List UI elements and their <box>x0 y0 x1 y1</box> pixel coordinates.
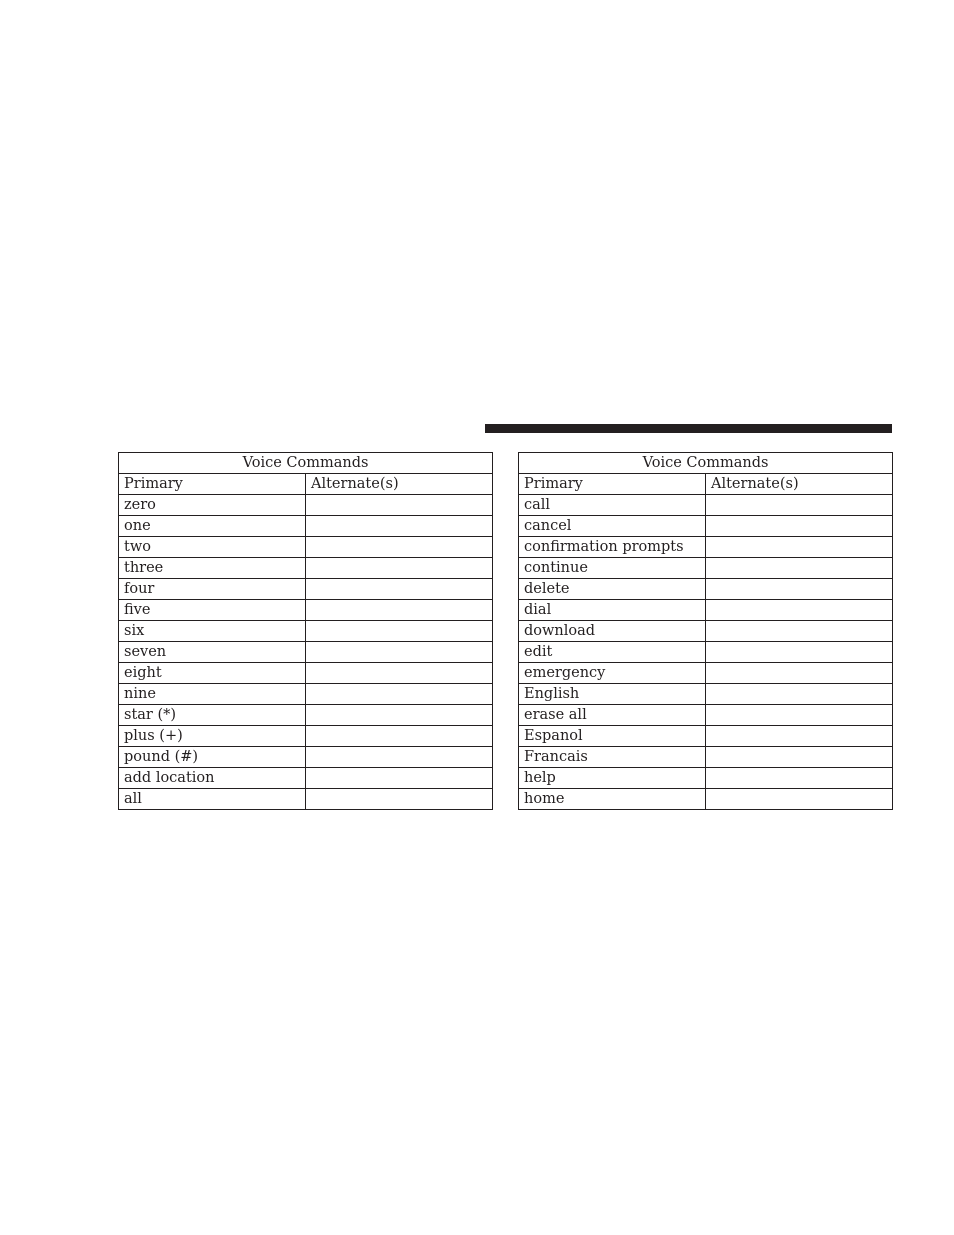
cell-alternate-command <box>706 537 893 558</box>
cell-alternate-command <box>306 663 493 684</box>
cell-primary-command: emergency <box>519 663 706 684</box>
table-row <box>119 768 493 789</box>
cell-primary-command: all <box>119 789 306 810</box>
cell-alternate-command <box>706 642 893 663</box>
table-row <box>519 726 893 747</box>
table-row <box>519 789 893 810</box>
table-title: Voice Commands <box>119 453 493 474</box>
table-title-row <box>119 453 493 474</box>
cell-alternate-command <box>306 558 493 579</box>
table-row <box>519 579 893 600</box>
table-body <box>519 495 893 810</box>
voice-commands-table-left <box>118 452 493 810</box>
cell-alternate-command <box>706 516 893 537</box>
cell-alternate-command <box>306 705 493 726</box>
table-row <box>519 684 893 705</box>
cell-primary-command: confirmation prompts <box>519 537 706 558</box>
table-row <box>119 516 493 537</box>
table-row <box>519 495 893 516</box>
table-row <box>119 726 493 747</box>
cell-alternate-command <box>306 768 493 789</box>
cell-primary-command: edit <box>519 642 706 663</box>
column-header-primary: Primary <box>119 474 306 495</box>
column-header-alternate: Alternate(s) <box>306 474 493 495</box>
cell-primary-command: three <box>119 558 306 579</box>
cell-alternate-command <box>306 600 493 621</box>
table-row <box>519 558 893 579</box>
cell-alternate-command <box>306 747 493 768</box>
cell-alternate-command <box>306 516 493 537</box>
cell-alternate-command <box>706 705 893 726</box>
cell-primary-command: delete <box>519 579 706 600</box>
table-row <box>119 600 493 621</box>
table-body <box>119 495 493 810</box>
cell-primary-command: dial <box>519 600 706 621</box>
cell-primary-command: nine <box>119 684 306 705</box>
cell-primary-command: help <box>519 768 706 789</box>
cell-primary-command: download <box>519 621 706 642</box>
cell-primary-command: home <box>519 789 706 810</box>
cell-primary-command: six <box>119 621 306 642</box>
table-row <box>519 663 893 684</box>
cell-primary-command: zero <box>119 495 306 516</box>
cell-alternate-command <box>706 726 893 747</box>
cell-alternate-command <box>706 495 893 516</box>
table-row <box>119 684 493 705</box>
section-header-bar <box>485 424 892 433</box>
column-header-alternate: Alternate(s) <box>706 474 893 495</box>
cell-primary-command: call <box>519 495 706 516</box>
table-row <box>119 621 493 642</box>
cell-alternate-command <box>306 579 493 600</box>
cell-primary-command: Espanol <box>519 726 706 747</box>
table-row <box>119 705 493 726</box>
cell-alternate-command <box>706 558 893 579</box>
cell-alternate-command <box>706 663 893 684</box>
cell-primary-command: English <box>519 684 706 705</box>
table-row <box>119 642 493 663</box>
cell-alternate-command <box>306 642 493 663</box>
cell-primary-command: star (*) <box>119 705 306 726</box>
table-row <box>119 579 493 600</box>
cell-primary-command: cancel <box>519 516 706 537</box>
cell-primary-command: pound (#) <box>119 747 306 768</box>
cell-alternate-command <box>706 789 893 810</box>
table-row <box>519 537 893 558</box>
table-row <box>119 789 493 810</box>
table-row <box>519 516 893 537</box>
table-row <box>519 642 893 663</box>
table-row <box>519 705 893 726</box>
cell-alternate-command <box>706 621 893 642</box>
cell-alternate-command <box>706 600 893 621</box>
cell-alternate-command <box>706 747 893 768</box>
cell-alternate-command <box>306 684 493 705</box>
cell-alternate-command <box>306 537 493 558</box>
table-row <box>119 663 493 684</box>
cell-primary-command: continue <box>519 558 706 579</box>
table-header-row <box>519 474 893 495</box>
table-row <box>119 747 493 768</box>
cell-alternate-command <box>306 726 493 747</box>
table-row <box>119 495 493 516</box>
cell-primary-command: two <box>119 537 306 558</box>
cell-alternate-command <box>706 579 893 600</box>
voice-commands-table-right <box>518 452 893 810</box>
table-row <box>119 558 493 579</box>
cell-primary-command: Francais <box>519 747 706 768</box>
cell-alternate-command <box>306 621 493 642</box>
cell-primary-command: add location <box>119 768 306 789</box>
cell-alternate-command <box>306 789 493 810</box>
table-row <box>119 537 493 558</box>
cell-primary-command: erase all <box>519 705 706 726</box>
column-header-primary: Primary <box>519 474 706 495</box>
table-row <box>519 768 893 789</box>
table-row <box>519 600 893 621</box>
cell-primary-command: one <box>119 516 306 537</box>
cell-primary-command: five <box>119 600 306 621</box>
cell-alternate-command <box>706 684 893 705</box>
cell-primary-command: four <box>119 579 306 600</box>
cell-alternate-command <box>706 768 893 789</box>
cell-alternate-command <box>306 495 493 516</box>
cell-primary-command: seven <box>119 642 306 663</box>
table-title: Voice Commands <box>519 453 893 474</box>
table-row <box>519 747 893 768</box>
table-title-row <box>519 453 893 474</box>
table-header-row <box>119 474 493 495</box>
table-row <box>519 621 893 642</box>
cell-primary-command: plus (+) <box>119 726 306 747</box>
cell-primary-command: eight <box>119 663 306 684</box>
